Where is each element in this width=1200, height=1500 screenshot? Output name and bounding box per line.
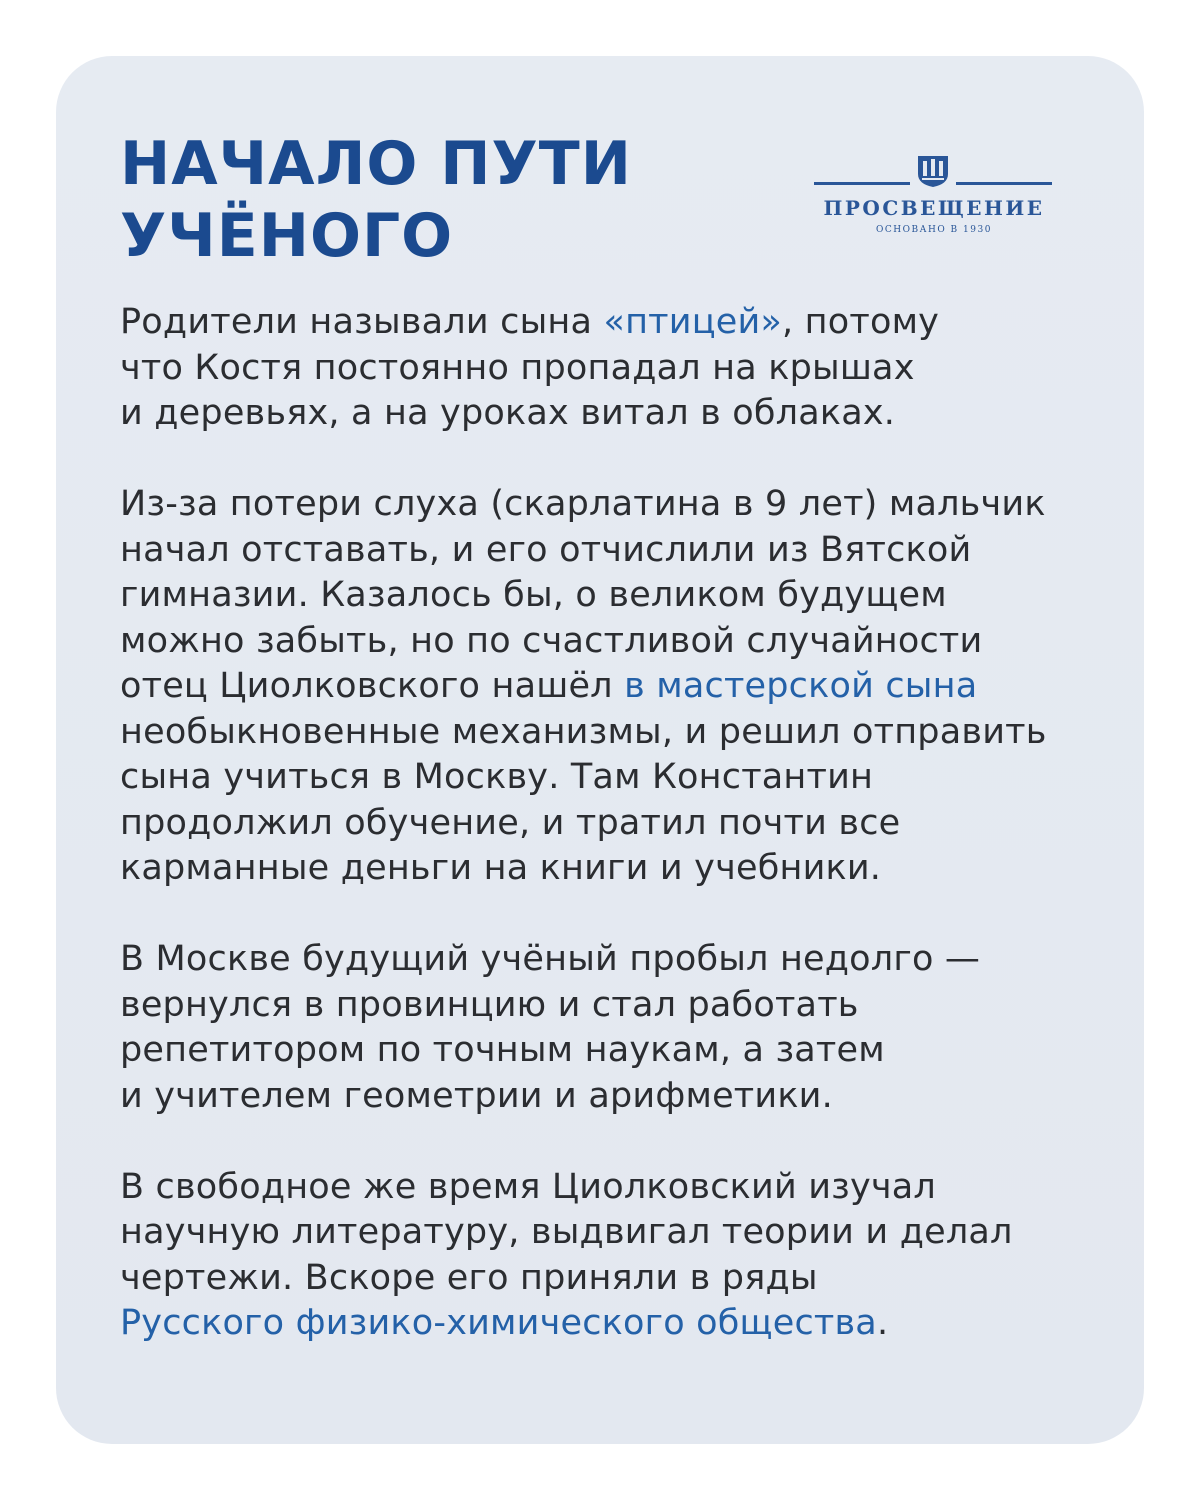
page-title [120,128,632,272]
paragraph-line [120,1028,1100,1074]
paragraph-line [120,846,1100,892]
text-segment: , потому [782,302,940,342]
paragraph-line [120,1210,1100,1256]
page-title-line-2: УЧЁНОГО [120,201,454,271]
text-segment: . [876,1303,889,1343]
paragraph-1 [120,300,1100,437]
text-segment: необыкновенные механизмы, и решил отправить [120,711,1047,752]
paragraph-line [120,528,1100,574]
paragraph-4 [120,1165,1100,1347]
text-segment: чертежи. Вскоре его приняли в ряды [120,1257,818,1298]
text-segment: научную литературу, выдвигал теории и делал [120,1212,1013,1252]
text-segment: продолжил обучение, и тратил почти все [120,802,901,843]
paragraph-line [120,1301,1100,1347]
text-segment: и деревьях, а на уроках витал в облаках. [120,393,896,433]
text-segment: и учителем геометрии и арифметики. [120,1075,833,1116]
page-title-line-1: НАЧАЛО ПУТИ [120,129,632,199]
paragraph-line [120,664,1100,710]
paragraph-line [120,937,1100,983]
article-body [120,300,1100,1392]
paragraph-line [120,983,1100,1029]
paragraph-line [120,482,1100,528]
paragraph-line [120,1074,1100,1120]
text-segment: В свободное же время Циолковский изучал [120,1166,936,1207]
logo-subtitle: ОСНОВАНО В 1930 [876,225,992,235]
logo-name: ПРОСВЕЩЕНИЕ [823,196,1045,220]
paragraph-3 [120,937,1100,1119]
paragraph-line [120,346,1100,392]
text-segment: вернулся в провинцию и стал работать [120,984,859,1025]
text-segment: В Москве будущий учёный пробыл недолго — [120,939,981,979]
publisher-logo [812,148,1056,244]
paragraph-line [120,1256,1100,1302]
logo-rule-right [956,182,1052,185]
paragraph-line [120,300,1100,346]
paragraph-line [120,801,1100,847]
text-segment: начал отставать, и его отчислили из Вятской [120,529,972,570]
text-segment: Из-за потери слуха (скарлатина в 9 лет) мальчик [120,484,1046,524]
text-segment: Родители называли сына [120,302,604,342]
paragraph-line [120,391,1100,437]
paragraph-line [120,619,1100,665]
paragraph-line [120,573,1100,619]
paragraph-line [120,755,1100,801]
text-segment: репетитором по точным наукам, а затем [120,1030,885,1070]
paragraph-line [120,710,1100,756]
logo-rule-left [814,182,910,185]
text-segment: сына учиться в Москву. Там Константин [120,757,874,797]
prosveshchenie-emblem-icon [916,152,950,188]
text-segment: что Костя постоянно пропадал на крышах [120,347,915,388]
paragraph-line [120,1165,1100,1211]
highlighted-text: Русского физико-химического общества [120,1303,877,1343]
highlighted-text: «птицей» [603,302,783,342]
text-segment: отец Циолковского нашёл [120,666,625,706]
paragraph-2 [120,482,1100,892]
highlighted-text: в мастерской сына [624,666,978,706]
text-segment: можно забыть, но по счастливой случайности [120,620,983,661]
text-segment: карманные деньги на книги и учебники. [120,848,882,888]
text-segment: гимназии. Казалось бы, о великом будущем [120,575,947,615]
